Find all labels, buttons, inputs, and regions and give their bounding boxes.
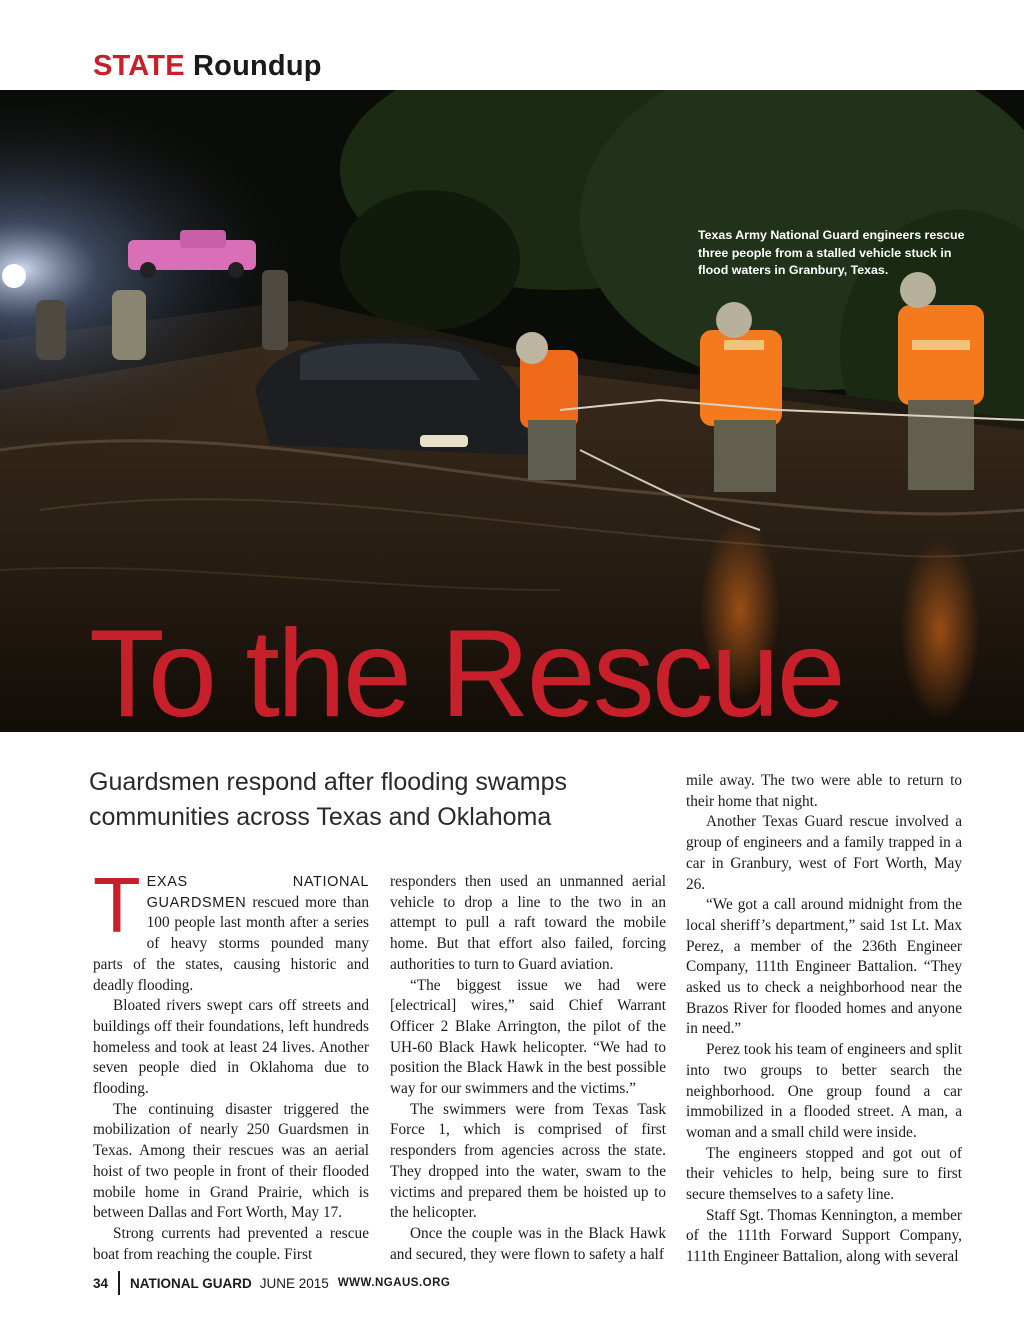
footer-divider [118,1271,120,1295]
article-column-3 [686,771,962,1268]
article-column-1 [93,861,369,1265]
section-header [93,50,322,83]
article-headline: To the Rescue [89,605,843,743]
page-number: 34 [93,1275,109,1291]
article-column-2 [390,872,666,1265]
paragraph: “The biggest issue we had were [electrical] wires,” said Chief Warrant Officer 2 Blake Arrington, the pilot of the UH-60 Black Hawk helicopter. “We had to position the Black Hawk in the best possible way for our swimmers and the victims.” [390,976,666,1098]
paragraph: “We got a call around midnight from the local sheriff’s department,” said 1st Lt. Max Perez, a member of the 236th Engineer Company, 111th Engineer Battalion. “They asked us to check a neighborhood near the Brazos River for flooded homes and anyone in need.” [686,896,962,1038]
paragraph-lead [93,861,369,996]
paragraph: Once the couple was in the Black Hawk and secured, they were flown to safety a half [390,1224,666,1263]
issue-date: JUNE 2015 [259,1275,329,1291]
magazine-name: NATIONAL GUARD [130,1275,252,1291]
paragraph: The swimmers were from Texas Task Force 1, which is comprised of first responders from agencies across the state. They dropped into the water, swam to the victims and prepared them be hoisted up to the helicopter. [390,1100,666,1222]
paragraph: mile away. The two were able to return to their home that night. [686,772,962,810]
paragraph: Bloated rivers swept cars off streets and buildings off their foundations, left hundreds homeless and took at least 24 lives. Another seven people died in Oklahoma due to flooding. [93,997,369,1098]
paragraph: The continuing disaster triggered the mobilization of nearly 250 Guardsmen in Texas. Among their rescues was an aerial hoist of two people in front of their flooded mobile home in Grand Prairie, which is between Dallas and Fort Worth, May 17. [93,1100,369,1222]
website-url: WWW.NGAUS.ORG [337,1277,451,1289]
paragraph: responders then used an unmanned aerial vehicle to drop a line to the two in an attempt to pull a raft toward the mobile home. But that effort also failed, forcing authorities to turn to Guard aviation. [390,873,666,973]
lead-caps: EXAS NATIONAL GUARDSMEN [146,874,369,911]
paragraph-text: rescued more than 100 people last month after a series of heavy storms pounded many parts of the states, causing historic and deadly flooding. [93,893,369,994]
paragraph: Perez took his team of engineers and split into two groups to better search the neighborhood. One group found a car immobilized in a flooded street. A man, a woman and a small child were inside. [686,1041,962,1141]
paragraph: Strong currents had prevented a rescue boat from reaching the couple. First [93,1224,369,1263]
drop-cap: T [93,861,141,949]
page-footer [93,1271,450,1295]
paragraph: The engineers stopped and got out of their vehicles to help, being sure to first secure themselves to a safety line. [686,1144,962,1204]
photo-caption: Texas Army National Guard engineers rescue three people from a stalled vehicle stuck in flood waters in Granbury, Texas. [698,228,965,277]
section-header-highlight: STATE [93,50,185,82]
paragraph: Another Texas Guard rescue involved a group of engineers and a family trapped in a car in Granbury, west of Fort Worth, May 26. [686,813,962,893]
paragraph: Staff Sgt. Thomas Kennington, a member of the 111th Forward Support Company, 111th Engineer Battalion, along with several [686,1206,962,1266]
section-header-rest: Roundup [193,50,322,82]
article-deck: Guardsmen respond after flooding swamps communities across Texas and Oklahoma [89,768,568,831]
